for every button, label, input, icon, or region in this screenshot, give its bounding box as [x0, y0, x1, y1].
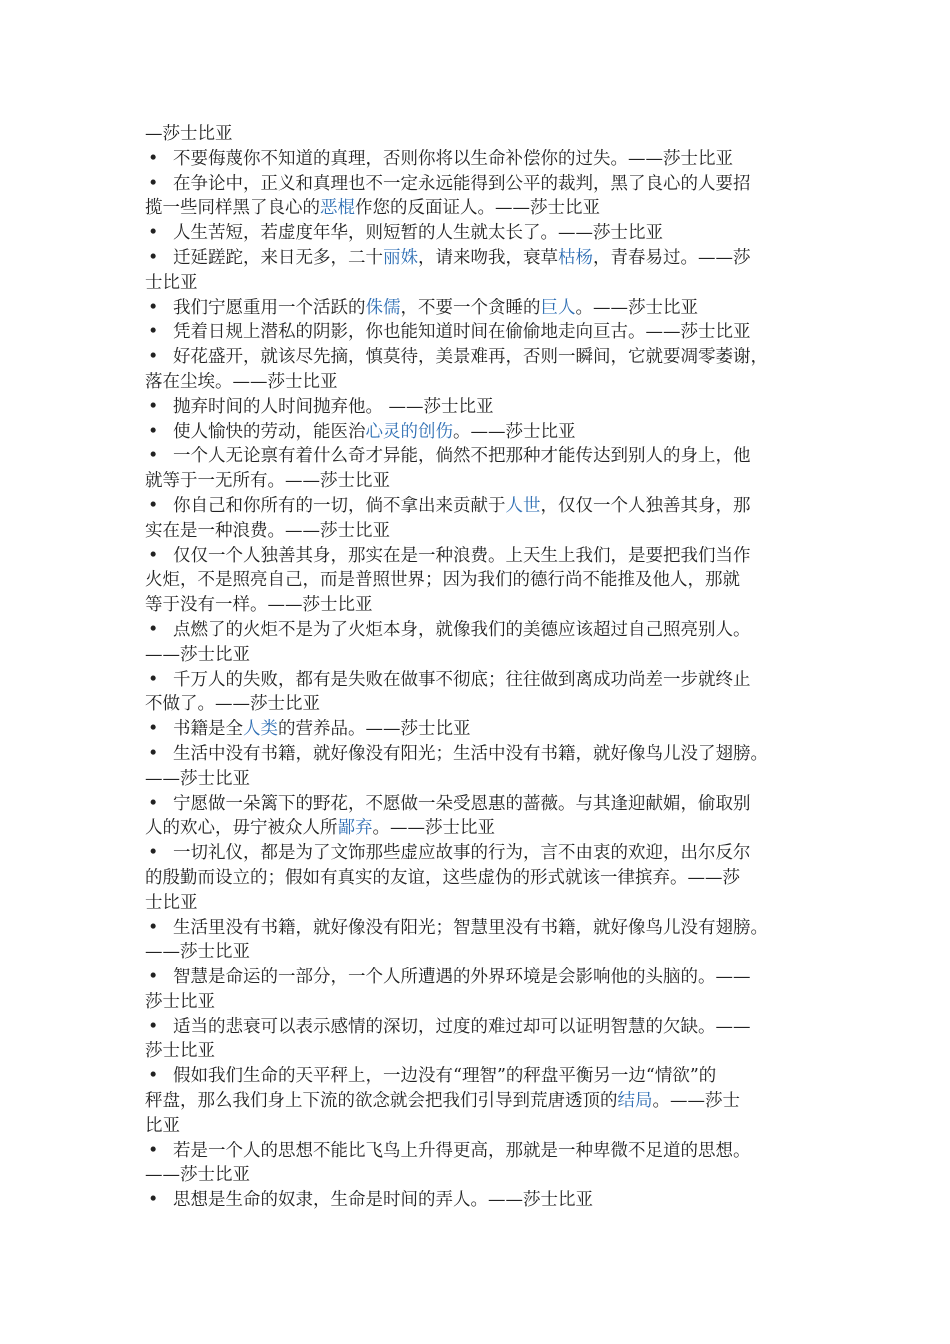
quote-text: 落在尘埃。——莎士比亚 [145, 371, 338, 392]
quote-continuation-line [145, 990, 825, 1015]
quote-list-item [145, 345, 825, 370]
bullet-marker: • [148, 396, 159, 417]
quote-continuation-line [145, 568, 825, 593]
quote-continuation-line [145, 940, 825, 965]
quote-text: —莎士比亚 [145, 124, 233, 144]
bullet-marker: • [148, 1190, 159, 1211]
bullet-marker: • [148, 545, 159, 566]
quote-text: 生活中没有书籍，就好像没有阳光；生活中没有书籍，就好像鸟儿没了翅膀。 [173, 743, 768, 764]
quote-text: 千万人的失败，都有是失败在做事不彻底；往往做到离成功尚差一步就终止 [173, 669, 751, 690]
quote-continuation-line [145, 1039, 825, 1064]
bullet-marker: • [148, 843, 159, 864]
bullet-marker: • [148, 669, 159, 690]
keyword-link[interactable]: 人世 [505, 495, 541, 516]
quote-text: 火炬，不是照亮自己，而是普照世界；因为我们的德行尚不能推及他人，那就 [145, 570, 740, 591]
quote-list-item [145, 1064, 825, 1089]
quote-text: ——莎士比亚 [145, 942, 250, 963]
keyword-link[interactable]: 鄙弃 [337, 818, 373, 839]
keyword-link[interactable]: 人类 [243, 719, 278, 740]
bullet-marker: • [148, 421, 159, 442]
quote-text: 不做了。——莎士比亚 [145, 694, 320, 715]
bullet-marker: • [148, 247, 159, 268]
quote-text: 。——莎士比亚 [453, 421, 576, 442]
quote-continuation-line [145, 370, 825, 395]
quote-list-item [145, 444, 825, 469]
quote-continuation-line [145, 643, 825, 668]
quote-text: 。——莎士比亚 [575, 297, 698, 318]
quote-continuation-line [145, 1114, 825, 1139]
quote-list-item [145, 841, 825, 866]
quote-text: 比亚 [145, 1115, 180, 1136]
quote-text: 等于没有一样。——莎士比亚 [145, 595, 373, 616]
quote-text: 宁愿做一朵篱下的野花，不愿做一朵受恩惠的蔷薇。与其逢迎献媚，偷取别 [173, 793, 751, 814]
quote-text: 士比亚 [145, 272, 198, 293]
quote-text: ，不要一个贪睡的 [400, 297, 541, 318]
bullet-marker: • [148, 1016, 159, 1037]
quote-text: 一个人无论禀有着什么奇才异能，倘然不把那种才能传达到别人的身上，他 [173, 446, 751, 467]
quote-continuation-line [145, 519, 825, 544]
quote-text: 的殷勤而设立的；假如有真实的友谊，这些虚伪的形式就该一律摈弃。——莎 [145, 867, 740, 888]
quote-text: 仅仅一个人独善其身，那实在是一种浪费。上天生上我们，是要把我们当作 [173, 545, 751, 566]
quote-continuation-line [145, 122, 825, 147]
quote-continuation-line [145, 816, 825, 841]
quote-text: 迁延蹉跎，来日无多，二十 [173, 247, 383, 268]
quote-list-item [145, 246, 825, 271]
bullet-marker: • [148, 322, 159, 343]
bullet-marker: • [148, 446, 159, 467]
quote-text: 假如我们生命的天平秤上，一边没有“理智”的秤盘平衡另一边“情欲”的 [173, 1066, 717, 1087]
bullet-marker: • [148, 347, 159, 368]
quote-text: 思想是生命的奴隶，生命是时间的弄人。——莎士比亚 [173, 1190, 593, 1211]
quote-text: 若是一个人的思想不能比飞鸟上升得更高，那就是一种卑微不足道的思想。 [173, 1140, 751, 1161]
bullet-marker: • [148, 967, 159, 988]
quote-continuation-line [145, 692, 825, 717]
quote-list-item [145, 221, 825, 246]
keyword-link[interactable]: 恶棍 [320, 198, 355, 219]
quote-list-item [145, 172, 825, 197]
bullet-marker: • [148, 619, 159, 640]
bullet-marker: • [148, 1140, 159, 1161]
quote-list-item [145, 420, 825, 445]
keyword-link[interactable]: 丽姝 [383, 247, 418, 268]
bullet-marker: • [148, 148, 159, 169]
quote-text: 使人愉快的劳动，能医治 [173, 421, 366, 442]
keyword-link[interactable]: 巨人 [540, 297, 576, 318]
quote-text: ——莎士比亚 [145, 768, 250, 789]
quote-text: 的营养品。——莎士比亚 [278, 719, 471, 740]
quote-continuation-line [145, 469, 825, 494]
quote-text: 智慧是命运的一部分，一个人所遭遇的外界环境是会影响他的头脑的。—— [173, 967, 751, 988]
quote-list-item [145, 618, 825, 643]
keyword-link[interactable]: 结局 [617, 1091, 653, 1112]
bullet-marker: • [148, 223, 159, 244]
document-page [145, 122, 825, 1213]
quote-list-item [145, 544, 825, 569]
quote-text: 士比亚 [145, 892, 198, 913]
quote-text: 人生苦短，若虚度年华，则短暂的人生就太长了。——莎士比亚 [173, 223, 663, 244]
quote-text: ——莎士比亚 [145, 1165, 250, 1186]
quote-text: 实在是一种浪费。——莎士比亚 [145, 520, 390, 541]
quote-continuation-line [145, 593, 825, 618]
quote-continuation-line [145, 196, 825, 221]
quote-list-item [145, 717, 825, 742]
bullet-marker: • [148, 495, 159, 516]
quote-list-item [145, 916, 825, 941]
quote-continuation-line [145, 866, 825, 891]
quote-text: 秤盘，那么我们身上下流的欲念就会把我们引导到荒唐透顶的 [145, 1091, 618, 1112]
quote-list-item [145, 965, 825, 990]
bullet-marker: • [148, 297, 159, 318]
quote-list-item [145, 1139, 825, 1164]
quote-list-item [145, 320, 825, 345]
keyword-link[interactable]: 侏儒 [365, 297, 401, 318]
quote-text: 适当的悲衰可以表示感情的深切，过度的难过却可以证明智慧的欠缺。—— [173, 1016, 751, 1037]
quote-text: 一切礼仪，都是为了文饰那些虚应故事的行为，言不由衷的欢迎，出尔反尔 [173, 843, 751, 864]
quote-continuation-line [145, 891, 825, 916]
quote-text: 我们宁愿重用一个活跃的 [173, 297, 366, 318]
quote-continuation-line [145, 1163, 825, 1188]
quote-list-item [145, 147, 825, 172]
keyword-link[interactable]: 枯杨 [558, 247, 593, 268]
quote-text: ，青春易过。——莎 [593, 247, 751, 268]
quote-text: 莎士比亚 [145, 991, 215, 1012]
quote-text: ——莎士比亚 [145, 644, 250, 665]
quote-list-item [145, 395, 825, 420]
bullet-marker: • [148, 917, 159, 938]
quote-text: 书籍是全 [173, 719, 243, 740]
quote-list-item [145, 742, 825, 767]
quote-text: 好花盛开，就该尽先摘，慎莫待，美景难再，否则一瞬间，它就要凋零萎谢， [173, 347, 768, 368]
quote-text: 。——莎士 [652, 1091, 740, 1112]
quote-list-item [145, 792, 825, 817]
quote-text: 在争论中，正义和真理也不一定永远能得到公平的裁判，黑了良心的人要招 [173, 173, 751, 194]
bullet-marker: • [148, 743, 159, 764]
quote-text: 抛弃时间的人时间抛弃他。 ——莎士比亚 [173, 396, 494, 417]
quote-text: 人的欢心，毋宁被众人所 [145, 818, 338, 839]
quote-text: 就等于一无所有。——莎士比亚 [145, 471, 390, 492]
bullet-marker: • [148, 793, 159, 814]
quote-text: 莎士比亚 [145, 1041, 215, 1062]
quote-text: 揽一些同样黑了良心的 [145, 198, 320, 219]
quote-text: ，请来吻我，衰草 [418, 247, 558, 268]
quote-continuation-line [145, 271, 825, 296]
quote-list-item [145, 494, 825, 519]
quote-text: 不要侮蔑你不知道的真理，否则你将以生命补偿你的过失。——莎士比亚 [173, 148, 733, 169]
quote-text: 。——莎士比亚 [372, 818, 495, 839]
quote-text: 点燃了的火炬不是为了火炬本身，就像我们的美德应该超过自己照亮别人。 [173, 619, 751, 640]
bullet-marker: • [148, 1066, 159, 1087]
quote-continuation-line [145, 1089, 825, 1114]
quote-list-item [145, 1015, 825, 1040]
keyword-link[interactable]: 心灵的创伤 [365, 421, 453, 442]
quote-list-item [145, 1188, 825, 1213]
bullet-marker: • [148, 719, 159, 740]
quote-text: ，仅仅一个人独善其身，那 [540, 495, 751, 516]
quote-text: 作您的反面证人。——莎士比亚 [355, 198, 600, 219]
quote-text: 你自己和你所有的一切，倘不拿出来贡献于 [173, 495, 506, 516]
bullet-marker: • [148, 173, 159, 194]
quote-list-item [145, 296, 825, 321]
quote-text: 生活里没有书籍，就好像没有阳光；智慧里没有书籍，就好像鸟儿没有翅膀。 [173, 917, 768, 938]
quote-text: 凭着日规上潜私的阴影，你也能知道时间在偷偷地走向亘古。——莎士比亚 [173, 322, 751, 343]
quote-list-item [145, 668, 825, 693]
quote-continuation-line [145, 767, 825, 792]
